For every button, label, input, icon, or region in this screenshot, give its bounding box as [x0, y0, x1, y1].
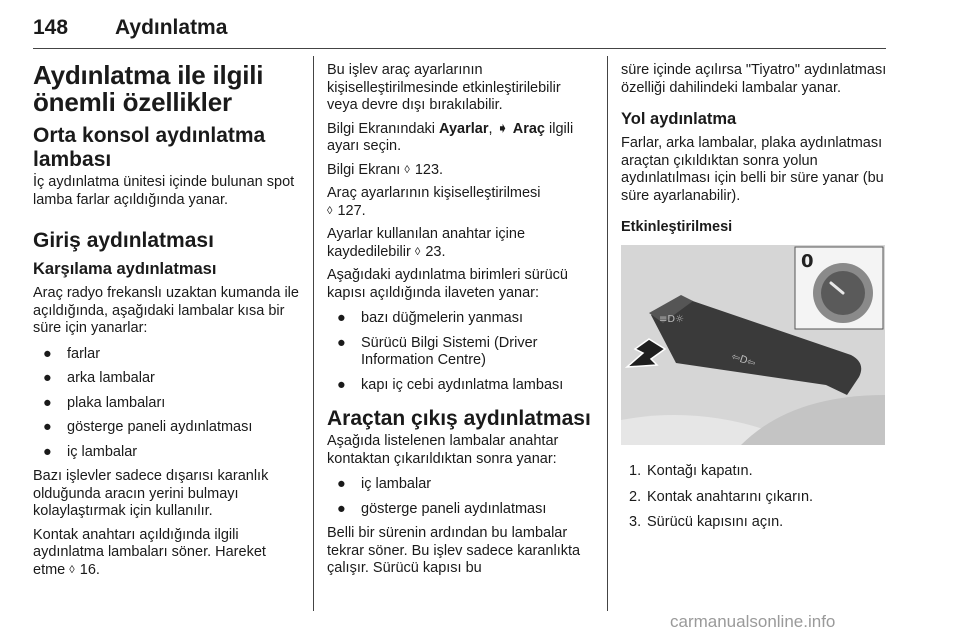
switch-position-label: 0	[801, 251, 814, 272]
list-item: ● gösterge paneli aydınlatması	[337, 500, 547, 517]
exit-paragraph: Aşağıda listelenen lambalar anahtar kontaktan çıkarıldıktan sonra yanar:	[327, 433, 559, 467]
watermark: carmanualsonline.info	[670, 612, 836, 631]
console-paragraph: İç aydınlatma ünitesi içinde bulunan spot lamba farlar açıldığında yanar.	[33, 174, 295, 208]
page-number: 148	[33, 16, 69, 39]
vehicle-label: Araç	[512, 120, 545, 137]
column-divider-1	[313, 56, 314, 611]
bullet: ●	[43, 394, 52, 411]
list-item: ● arka lambalar	[43, 370, 155, 386]
list-item: ● plaka lambaları	[43, 394, 166, 411]
saved-paragraph: Ayarlar kullanılan anahtar içine kaydedilebilir ◊ 23.	[327, 226, 526, 260]
exit-list	[327, 476, 595, 518]
list-item: ● farlar	[43, 345, 101, 362]
personalisation-paragraph: Araç ayarlarının kişiselleştirilmesi ◊ 127.	[327, 185, 541, 219]
bullet: ●	[337, 334, 346, 351]
bullet: ●	[337, 476, 346, 492]
list-item: ● iç lambalar	[337, 476, 432, 492]
list-item: ● gösterge paneli aydınlatması	[43, 419, 253, 435]
feature-paragraph: Bu işlev araç ayarlarının kişiselleştirilmesinde etkinleştirilebilir veya devre dışı bırakılabilir.	[327, 62, 561, 113]
units-paragraph: Aşağıdaki aydınlatma birimleri sürücü kapısı açıldığında ilaveten yanar:	[327, 267, 568, 301]
bullet: ●	[43, 345, 52, 362]
header-rule	[33, 48, 886, 49]
list-item: ● kapı iç cebi aydınlatma lambası	[337, 376, 564, 393]
key-paragraph: Kontak anahtarı açıldığında ilgili aydınlatma lambaları söner. Hareket etme ◊ 16.	[33, 526, 266, 578]
reference-arrow-icon: ◊	[404, 163, 410, 176]
info-display-paragraph: Bilgi Ekranındaki Ayarlar, ➧ Araç ilgili ayarı seçin.	[327, 120, 574, 154]
page-reference[interactable]: 127.	[337, 202, 366, 219]
page-reference[interactable]: 23.	[425, 243, 446, 260]
console-heading: Orta konsol aydınlatma lambası	[33, 124, 266, 171]
dark-paragraph: Bazı işlevler sadece dışarısı karanlık olduğunda aracın yerini bulmayı kolaylaştırmak için kullanılır.	[33, 468, 269, 519]
step-item: 1. Kontağı kapatın.	[629, 463, 753, 479]
page-reference[interactable]: 16.	[79, 561, 100, 578]
column-divider-2	[607, 56, 608, 611]
bullet: ●	[43, 443, 52, 460]
bullet: ●	[337, 310, 346, 326]
reference-arrow-icon: ◊	[69, 563, 75, 576]
light-switch-illustration	[621, 245, 885, 445]
list-item: ● iç lambalar	[43, 443, 138, 460]
screen-paragraph: Bilgi Ekranı ◊ 123.	[327, 161, 444, 178]
exit-heading: Araçtan çıkış aydınlatması	[327, 407, 591, 430]
section-title: Aydınlatma	[115, 16, 228, 39]
bullet: ●	[337, 500, 346, 517]
main-heading: Aydınlatma ile ilgili önemli özellikler	[33, 60, 264, 117]
bullet: ●	[337, 376, 346, 393]
reference-arrow-icon: ◊	[327, 204, 333, 217]
activate-heading: Etkinleştirilmesi	[621, 219, 733, 235]
door-list	[327, 310, 595, 394]
step-item: 3. Sürücü kapısını açın.	[629, 514, 784, 530]
path-heading: Yol aydınlatma	[621, 110, 737, 128]
theatre-paragraph: süre içinde açılırsa "Tiyatro" aydınlatması özelliği dahilindeki lambalar yanar.	[621, 62, 887, 96]
page-header	[33, 6, 886, 48]
reference-arrow-icon: ◊	[414, 245, 421, 258]
settings-label: Ayarlar	[439, 120, 489, 137]
steps-list	[621, 463, 889, 532]
headlight-icon: ≡D☼	[659, 314, 685, 325]
arrow-right-icon: ➧	[496, 120, 509, 137]
step-item: 2. Kontak anahtarını çıkarın.	[629, 488, 814, 505]
bullet: ●	[43, 419, 52, 435]
page-reference[interactable]: 123.	[414, 161, 444, 178]
off-paragraph: Belli bir sürenin ardından bu lambalar tekrar söner. Bu işlev sadece karanlıkta çalışır. Sürücü kapısı bu	[327, 525, 581, 576]
entry-heading: Giriş aydınlatması	[33, 229, 214, 252]
path-paragraph: Farlar, arka lambalar, plaka aydınlatması araçtan çıkıldıktan sonra yolun aydınlatılması için belli bir süre yanar (bu süre ayarlanabilir).	[621, 135, 884, 204]
column-2	[327, 62, 595, 584]
welcome-list	[33, 346, 301, 462]
list-item: ● Sürücü Bilgi Sistemi (Driver Information Centre)	[337, 334, 538, 368]
turn-signal-icon: ⇦D⇦	[730, 351, 757, 370]
column-3	[621, 62, 889, 540]
welcome-heading: Karşılama aydınlatması	[33, 260, 217, 278]
welcome-paragraph: Araç radyo frekanslı uzaktan kumanda ile açıldığında, aşağıdaki lambalar kısa bir süre için yanarlar:	[33, 285, 299, 336]
list-item: ● bazı düğmelerin yanması	[337, 310, 523, 326]
bullet: ●	[43, 370, 52, 386]
column-1	[33, 62, 301, 585]
